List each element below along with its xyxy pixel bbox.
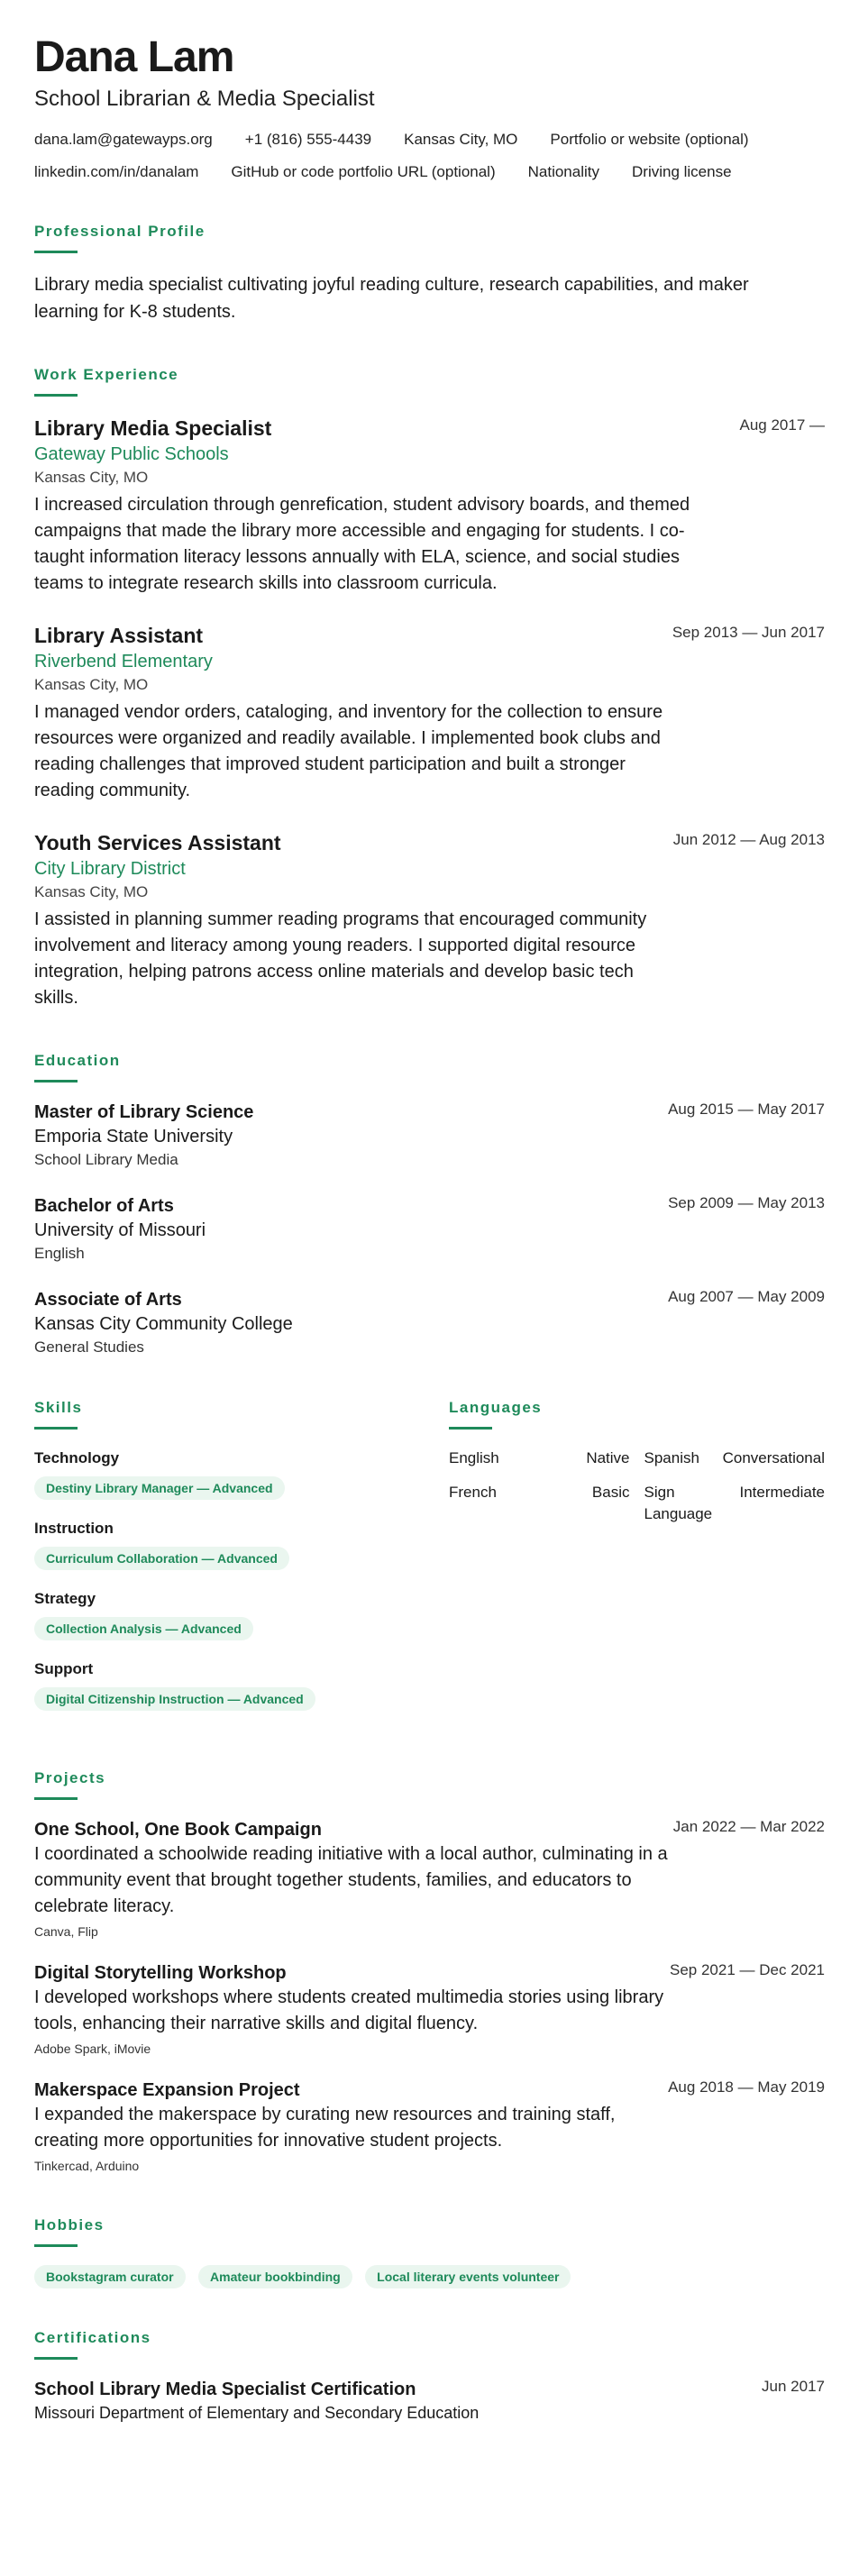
skill-chip: Destiny Library Manager — Advanced bbox=[34, 1476, 285, 1500]
certification-entry bbox=[34, 2378, 825, 2425]
job-title: Youth Services Assistant bbox=[34, 831, 281, 854]
contact-nationality: Nationality bbox=[527, 163, 599, 180]
hobby-chip: Local literary events volunteer bbox=[365, 2265, 571, 2288]
project-date: Sep 2021 — Dec 2021 bbox=[669, 1961, 825, 1978]
section-divider bbox=[34, 1797, 78, 1800]
skill-chip: Collection Analysis — Advanced bbox=[34, 1617, 253, 1640]
certification-issuer: Missouri Department of Elementary and Secondary Education bbox=[34, 2404, 480, 2422]
skill-chip: Digital Citizenship Instruction — Advanced bbox=[34, 1687, 315, 1711]
contact-email[interactable]: dana.lam@gatewayps.org bbox=[34, 131, 213, 148]
language-item bbox=[644, 1482, 826, 1525]
section-title: Professional Profile bbox=[34, 223, 206, 240]
school: Kansas City Community College bbox=[34, 1314, 293, 1334]
language-level: Conversational bbox=[722, 1449, 825, 1466]
field-of-study: General Studies bbox=[34, 1338, 144, 1356]
section-title: Education bbox=[34, 1052, 121, 1069]
job-title: Library Assistant bbox=[34, 624, 204, 647]
language-level: Basic bbox=[591, 1484, 630, 1501]
language-item bbox=[449, 1448, 630, 1469]
section-divider bbox=[34, 2244, 78, 2247]
project-entry bbox=[34, 1818, 825, 1941]
job-title: Library Media Specialist bbox=[34, 416, 272, 440]
project-entry bbox=[34, 2078, 825, 2176]
skill-group bbox=[34, 1448, 449, 1500]
employer: Gateway Public Schools bbox=[34, 444, 229, 464]
section-title: Languages bbox=[449, 1399, 543, 1416]
project-title: One School, One Book Campaign bbox=[34, 1820, 322, 1840]
language-level: Intermediate bbox=[739, 1484, 825, 1501]
contact-location: Kansas City, MO bbox=[404, 131, 518, 148]
work-section bbox=[34, 365, 825, 1011]
project-description: I expanded the makerspace by curating new resources and training staff, creating more opportunities for innovative student projects. bbox=[34, 2105, 616, 2151]
skill-category: Technology bbox=[34, 1449, 120, 1466]
candidate-name: Dana Lam bbox=[34, 33, 234, 81]
contact-portfolio[interactable]: Portfolio or website (optional) bbox=[550, 131, 749, 148]
section-title: Work Experience bbox=[34, 366, 179, 383]
languages-section bbox=[449, 1398, 825, 1729]
language-list bbox=[449, 1448, 825, 1525]
section-title: Certifications bbox=[34, 2329, 151, 2346]
contact-github[interactable]: GitHub or code portfolio URL (optional) bbox=[231, 163, 496, 180]
employer: City Library District bbox=[34, 859, 186, 879]
education-date: Sep 2009 — May 2013 bbox=[668, 1194, 825, 1211]
contact-phone[interactable]: +1 (816) 555-4439 bbox=[244, 131, 372, 148]
hobby-list bbox=[34, 2265, 825, 2288]
work-entry bbox=[34, 622, 825, 804]
section-divider bbox=[449, 1427, 492, 1430]
work-description: I increased circulation through genrefication, student advisory boards, and themed campaigns that made the library more accessible and engaging for students. I co-taught information literacy lessons annually with ELA, science, and social studies teams to integrate research skills into classroom curricula. bbox=[34, 495, 690, 593]
section-divider bbox=[34, 1427, 78, 1430]
certifications-section bbox=[34, 2328, 825, 2425]
education-date: Aug 2015 — May 2017 bbox=[668, 1101, 825, 1118]
section-divider bbox=[34, 2357, 78, 2360]
certification-title: School Library Media Specialist Certification bbox=[34, 2380, 416, 2399]
skill-group bbox=[34, 1658, 449, 1711]
degree: Associate of Arts bbox=[34, 1290, 182, 1310]
section-divider bbox=[34, 394, 78, 397]
skill-category: Instruction bbox=[34, 1520, 114, 1537]
work-entry bbox=[34, 829, 825, 1011]
skill-category: Strategy bbox=[34, 1590, 96, 1607]
skill-chip: Curriculum Collaboration — Advanced bbox=[34, 1547, 289, 1570]
language-name: French bbox=[449, 1484, 497, 1501]
degree: Bachelor of Arts bbox=[34, 1196, 174, 1216]
education-entry bbox=[34, 1194, 825, 1265]
project-tools: Tinkercad, Arduino bbox=[34, 2159, 140, 2173]
contact-linkedin[interactable]: linkedin.com/in/danalam bbox=[34, 163, 199, 180]
certification-date: Jun 2017 bbox=[762, 2378, 825, 2395]
language-name: Sign Language bbox=[644, 1484, 713, 1522]
project-date: Jan 2022 — Mar 2022 bbox=[672, 1818, 825, 1835]
work-description: I managed vendor orders, cataloging, and inventory for the collection to ensure resources were organized and readily available. I implemented book clubs and reading challenges that improved student participation and built a stronger reading community. bbox=[34, 702, 663, 800]
work-date: Aug 2017 — bbox=[739, 416, 825, 434]
education-entry bbox=[34, 1101, 825, 1171]
project-title: Digital Storytelling Workshop bbox=[34, 1963, 287, 1983]
hobby-chip: Bookstagram curator bbox=[34, 2265, 186, 2288]
school: Emporia State University bbox=[34, 1127, 233, 1146]
language-name: Spanish bbox=[644, 1449, 699, 1466]
language-level: Native bbox=[586, 1449, 630, 1466]
school: University of Missouri bbox=[34, 1220, 206, 1240]
project-tools: Adobe Spark, iMovie bbox=[34, 2042, 151, 2056]
work-date: Sep 2013 — Jun 2017 bbox=[672, 624, 825, 641]
skill-group bbox=[34, 1518, 449, 1570]
education-date: Aug 2007 — May 2009 bbox=[668, 1288, 825, 1305]
work-entry bbox=[34, 415, 825, 597]
contact-list bbox=[34, 130, 825, 182]
profile-section bbox=[34, 222, 825, 325]
skills-languages-row bbox=[34, 1398, 825, 1729]
section-title: Projects bbox=[34, 1769, 106, 1786]
language-item bbox=[644, 1448, 826, 1469]
project-tools: Canva, Flip bbox=[34, 1924, 98, 1939]
employer: Riverbend Elementary bbox=[34, 652, 213, 671]
education-section bbox=[34, 1051, 825, 1358]
skill-group bbox=[34, 1588, 449, 1640]
language-item bbox=[449, 1482, 630, 1525]
project-description: I coordinated a schoolwide reading initiative with a local author, culminating in a community event that brought together students, families, and educators to celebrate literacy. bbox=[34, 1844, 668, 1916]
project-date: Aug 2018 — May 2019 bbox=[668, 2078, 825, 2096]
section-divider bbox=[34, 251, 78, 253]
work-location: Kansas City, MO bbox=[34, 469, 149, 486]
contact-driving-license: Driving license bbox=[632, 163, 732, 180]
projects-section bbox=[34, 1768, 825, 2176]
profile-text: Library media specialist cultivating joyful reading culture, research capabilities, and maker learning for K-8 students. bbox=[34, 275, 749, 322]
candidate-role: School Librarian & Media Specialist bbox=[34, 87, 375, 111]
degree: Master of Library Science bbox=[34, 1102, 254, 1122]
work-date: Jun 2012 — Aug 2013 bbox=[672, 831, 825, 848]
skill-category: Support bbox=[34, 1660, 94, 1677]
work-location: Kansas City, MO bbox=[34, 883, 149, 900]
skills-section bbox=[34, 1398, 449, 1729]
field-of-study: School Library Media bbox=[34, 1151, 178, 1168]
section-title: Hobbies bbox=[34, 2216, 105, 2233]
language-name: English bbox=[449, 1449, 499, 1466]
project-description: I developed workshops where students created multimedia stories using library tools, enhancing their narrative skills and digital fluency. bbox=[34, 1987, 664, 2033]
field-of-study: English bbox=[34, 1245, 85, 1262]
project-entry bbox=[34, 1961, 825, 2059]
work-description: I assisted in planning summer reading programs that encouraged community involvement and literacy among young readers. I supported digital resource integration, helping patrons access online materials and develop basic tech skills. bbox=[34, 909, 647, 1008]
section-divider bbox=[34, 1080, 78, 1082]
hobbies-section bbox=[34, 2215, 825, 2288]
project-title: Makerspace Expansion Project bbox=[34, 2080, 300, 2100]
hobby-chip: Amateur bookbinding bbox=[198, 2265, 352, 2288]
section-title: Skills bbox=[34, 1399, 83, 1416]
education-entry bbox=[34, 1288, 825, 1358]
work-location: Kansas City, MO bbox=[34, 676, 149, 693]
